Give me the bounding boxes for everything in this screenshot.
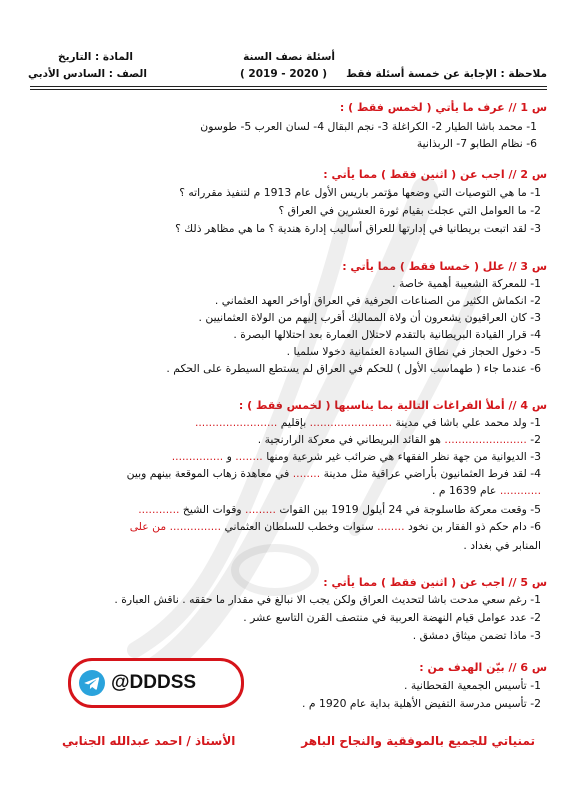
q6-title: س 6 // بيّن الهدف من : (419, 661, 547, 674)
exam-years: ( 2019 - 2020 ) (239, 68, 327, 80)
q4-item-4-blank: ........ (292, 467, 321, 480)
q4-item-4-pre: 4- لقد فرط العثمانيون بأراضي عراقية مثل مدينة (323, 467, 541, 480)
q4-item-6-blank: ........ (377, 520, 405, 533)
q4-item-5-post: وقوات الشيخ (182, 503, 242, 516)
q4-item-6-post: سنوات وخطب للسلطان العثماني (224, 520, 374, 533)
grade-label: الصف : السادس الأدبي (28, 68, 147, 80)
q4-item-6-pre: 6- دام حكم ذو الفقار بن نخود (407, 520, 541, 533)
q2-item-1: 1- ما هي التوصيات التي وضعها مؤتمر باريس الأول عام 1913 م لتنفيذ مقرراته ؟ (179, 186, 541, 199)
q6-item-1: 1- تأسيس الجمعية القحطانية . (404, 679, 541, 692)
q3-item-4: 4- قرار القيادة البريطانية بالتقدم لاحتلال العمارة بعد احتلالها البصرة . (233, 328, 541, 341)
q1-row-1: 1- محمد باشا الطيار 2- الكراغلة 3- نجم البقال 4- لسان العرب 5- طوسون (200, 120, 537, 133)
q4-item-3-blank: ........ (235, 450, 263, 463)
q3-item-5: 5- دخول الحجاز في نطاق السيادة العثمانية دخولا سلميا . (286, 345, 541, 358)
q2-item-3: 3- لقد اتبعت بريطانيا في إدارتها للعراق أساليب إدارة هندية ؟ ما هي مظاهر ذلك ؟ (175, 222, 541, 235)
q4-item-5-blank-2: ............ (138, 503, 180, 516)
q3-item-1: 1- للمعركة الشعيبة أهمية خاصة . (392, 277, 541, 290)
q2-title: س 2 // اجب عن ( اثنين فقط ) مما يأتي : (323, 168, 547, 181)
q5-item-2: 2- عدد عوامل قيام النهضة العربية في منتصف القرن التاسع عشر . (243, 611, 541, 624)
header-divider (30, 86, 547, 87)
q4-item-1-post: بإقليم (280, 416, 307, 429)
telegram-badge[interactable] (68, 658, 244, 708)
exam-note: ملاحظة : الإجابة عن خمسة أسئلة فقط (346, 68, 547, 80)
q4-item-6-cont: المنابر في بغداد . (463, 539, 541, 552)
q4-item-3 (172, 450, 541, 464)
telegram-handle: @DDDSS (111, 672, 197, 693)
header-divider-2 (30, 89, 547, 90)
q4-title: س 4 // أملأ الفراغات التالية بما يناسبها ( لخمس فقط ) : (238, 399, 547, 412)
q4-item-5-pre: 5- وقعت معركة طاسلوجة في 24 أيلول 1919 بين القوات (279, 503, 541, 516)
q4-item-3-pre: 3- الديوانية من جهة نظر الفقهاء هي ضرائب غير شرعية ومنها (266, 450, 541, 463)
q4-item-4 (127, 467, 541, 481)
q4-item-5 (138, 503, 541, 517)
q4-item-1-blank: ........................ (309, 416, 393, 429)
q4-item-4-post: في معاهدة زهاب الموقعة بينهم وبين (126, 467, 290, 480)
exam-title: أسئلة نصف السنة (243, 51, 335, 63)
q5-item-1: 1- رغم سعي مدحت باشا لتحديث العراق ولكن يجب الا نبالغ في مقدار ما حققه . ناقش العبارة . (114, 593, 541, 606)
q4-item-2-post: هو القائد البريطاني في معركة الرارنجية . (257, 433, 441, 446)
q4-item-4-cont (432, 484, 541, 498)
footer-wishes: تمنياتي للجميع بالموفقية والنجاح الباهر (301, 734, 535, 748)
q3-title: س 3 // علل ( خمسا فقط ) مما يأتي : (342, 260, 547, 273)
q4-item-1 (195, 416, 541, 430)
q4-item-2-blank: ........................ (444, 433, 527, 446)
q4-item-6-blank-2: ............... من على (129, 520, 222, 533)
telegram-icon (79, 670, 105, 696)
q4-item-1-blank-2: ........................ (194, 416, 278, 429)
subject-label: المادة : التاريخ (58, 51, 133, 63)
q4-item-2 (258, 433, 541, 447)
q5-title: س 5 // اجب عن ( اثنين فقط ) مما يأتي : (323, 576, 547, 589)
q4-item-6 (130, 520, 541, 534)
q3-item-3: 3- كان العراقيون يشعرون أن ولاة المماليك أقرب إليهم من الولاة العثمانيين . (198, 311, 541, 324)
q3-item-6: 6- عندما جاء ( طهماسب الأول ) للحكم في العراق لم يستطع السيطرة على الحكم . (166, 362, 541, 375)
q4-item-1-pre: 1- ولد محمد علي باشا في مدينة (395, 416, 541, 429)
q4-item-4-blank-2: ............ (499, 484, 541, 497)
q1-title: س 1 // عرف ما يأتي ( لخمس فقط ) : (339, 101, 547, 114)
q3-item-2: 2- انكماش الكثير من الصناعات الحرفية في العراق أواخر العهد العثماني . (214, 294, 541, 307)
q5-item-3: 3- ماذا تضمن ميثاق دمشق . (412, 629, 541, 642)
q6-item-2: 2- تأسيس مدرسة التفيض الأهلية بداية عام 1920 م . (302, 697, 541, 710)
q4-item-4-year: عام 1639 م . (432, 484, 497, 497)
q4-item-2-pre: 2- (530, 433, 541, 446)
q1-row-2: 6- نظام الطابو 7- الربذانية (416, 137, 537, 150)
q4-item-3-post: و (226, 450, 232, 463)
footer-teacher: الأستاذ / احمد عبدالله الجنابي (62, 734, 236, 748)
q4-item-5-blank: ......... (245, 503, 276, 516)
q4-item-3-blank-2: ............... (171, 450, 224, 463)
q2-item-2: 2- ما العوامل التي عجلت بقيام ثورة العشرين في العراق ؟ (278, 204, 541, 217)
